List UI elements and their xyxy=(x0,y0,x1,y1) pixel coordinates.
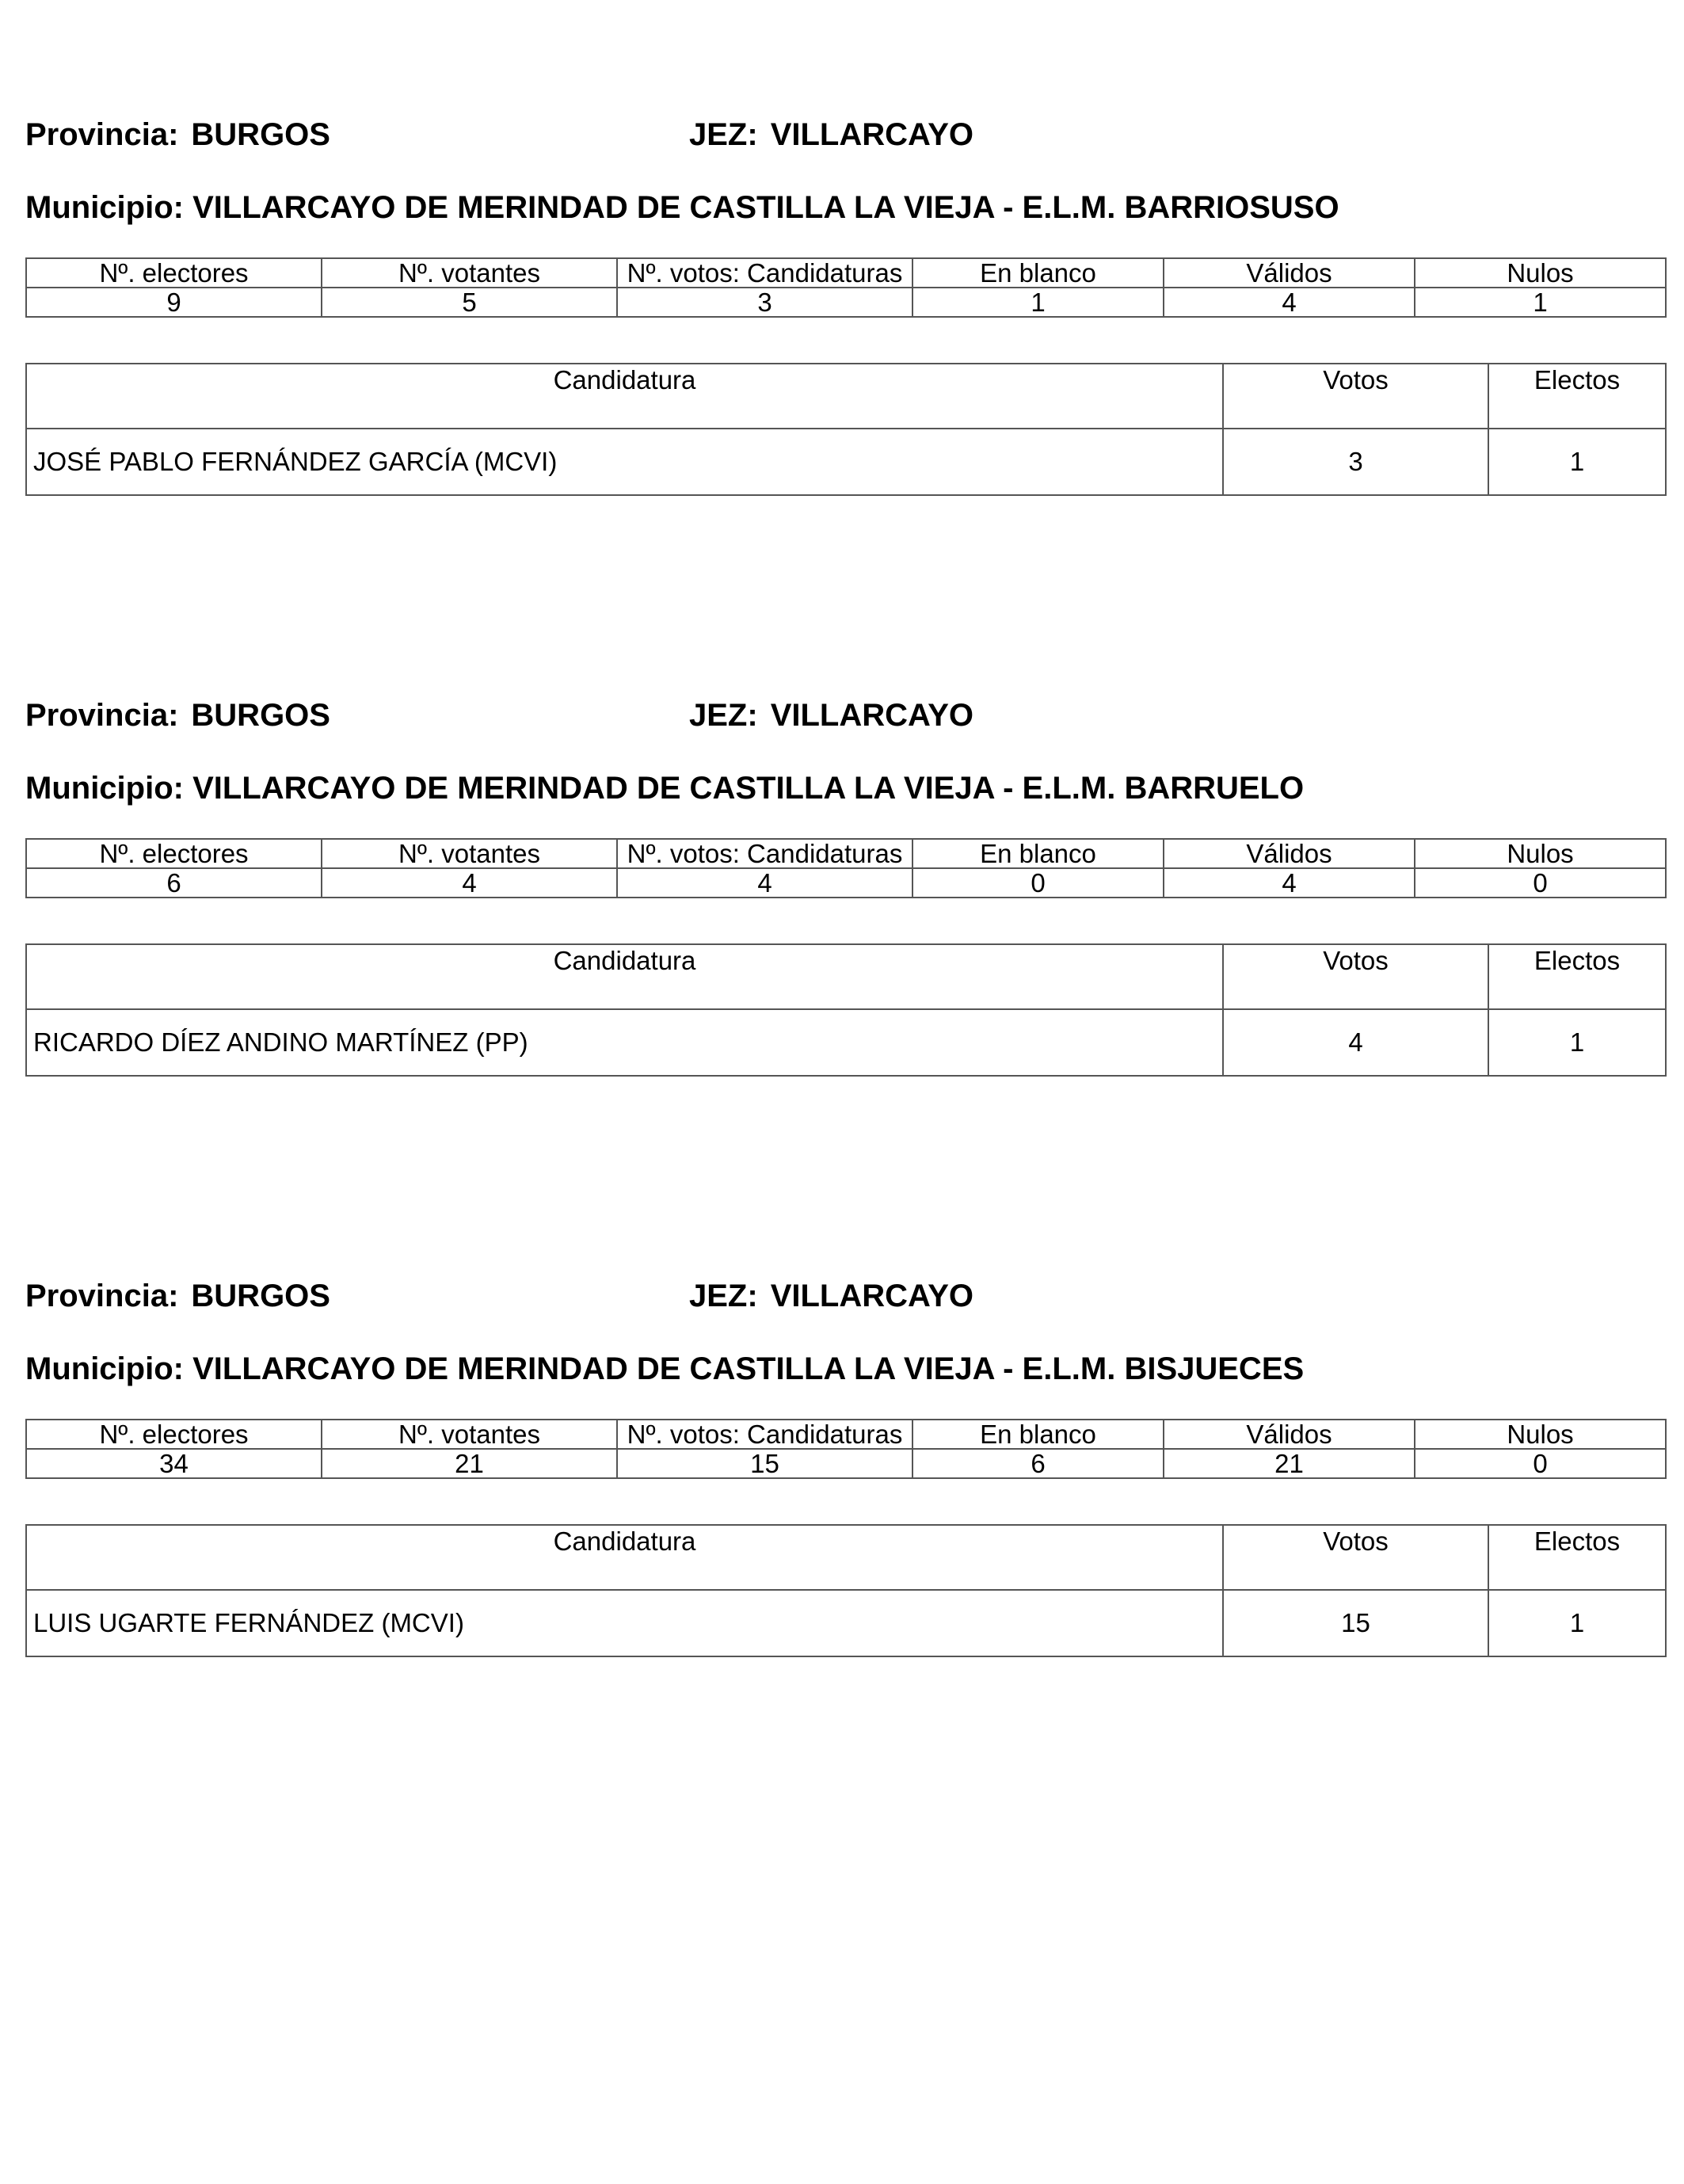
header-electores: Nº. electores xyxy=(26,1420,322,1449)
summary-value-row xyxy=(26,1449,1666,1478)
summary-table xyxy=(25,838,1667,898)
summary-value-row xyxy=(26,868,1666,898)
candidates-table xyxy=(25,943,1667,1077)
header-candidatura: Candidatura xyxy=(26,1525,1223,1590)
value-votantes: 21 xyxy=(322,1449,617,1478)
summary-table xyxy=(25,257,1667,318)
value-en-blanco: 6 xyxy=(912,1449,1164,1478)
candidates-table xyxy=(25,1524,1667,1657)
municipio-line xyxy=(25,769,1304,807)
value-en-blanco: 0 xyxy=(912,868,1164,898)
header-votantes: Nº. votantes xyxy=(322,839,617,868)
provincia-label: Provincia: xyxy=(25,1279,179,1313)
candidates-header-row xyxy=(26,1525,1666,1590)
value-electores: 34 xyxy=(26,1449,322,1478)
candidate-electos: 1 xyxy=(1488,1009,1666,1076)
municipio-label: Municipio: xyxy=(25,190,184,225)
jez-line xyxy=(689,116,973,154)
value-validos: 4 xyxy=(1164,868,1415,898)
table-row xyxy=(26,1009,1666,1076)
candidates-header-row xyxy=(26,944,1666,1009)
jez-label: JEZ: xyxy=(689,1279,758,1313)
header-en-blanco: En blanco xyxy=(912,839,1164,868)
header-electores: Nº. electores xyxy=(26,839,322,868)
summary-header-row xyxy=(26,839,1666,868)
provincia-label: Provincia: xyxy=(25,698,179,733)
jez-value: VILLARCAYO xyxy=(770,698,974,733)
header-votantes: Nº. votantes xyxy=(322,258,617,288)
header-candidatura: Candidatura xyxy=(26,364,1223,429)
value-electores: 9 xyxy=(26,288,322,317)
candidates-header-row xyxy=(26,364,1666,429)
header-votos-candidaturas: Nº. votos: Candidaturas xyxy=(617,839,912,868)
candidates-table xyxy=(25,363,1667,496)
header-validos: Válidos xyxy=(1164,839,1415,868)
candidate-name: JOSÉ PABLO FERNÁNDEZ GARCÍA (MCVI) xyxy=(26,429,1223,495)
municipio-value: VILLARCAYO DE MERINDAD DE CASTILLA LA VIEJA - E.L.M. BISJUECES xyxy=(192,1351,1305,1386)
value-validos: 21 xyxy=(1164,1449,1415,1478)
table-row xyxy=(26,1590,1666,1656)
summary-table xyxy=(25,1419,1667,1479)
candidate-name: RICARDO DÍEZ ANDINO MARTÍNEZ (PP) xyxy=(26,1009,1223,1076)
municipio-line xyxy=(25,1350,1304,1388)
value-nulos: 0 xyxy=(1415,1449,1666,1478)
header-validos: Válidos xyxy=(1164,258,1415,288)
candidate-votos: 3 xyxy=(1223,429,1488,495)
header-nulos: Nulos xyxy=(1415,258,1666,288)
value-votos-candidaturas: 4 xyxy=(617,868,912,898)
jez-value: VILLARCAYO xyxy=(770,117,974,152)
value-en-blanco: 1 xyxy=(912,288,1164,317)
header-nulos: Nulos xyxy=(1415,1420,1666,1449)
candidate-electos: 1 xyxy=(1488,1590,1666,1656)
header-electos: Electos xyxy=(1488,1525,1666,1590)
header-votos: Votos xyxy=(1223,364,1488,429)
provincia-line xyxy=(25,1277,330,1315)
header-electores: Nº. electores xyxy=(26,258,322,288)
provincia-value: BURGOS xyxy=(191,117,330,152)
municipio-label: Municipio: xyxy=(25,1351,184,1386)
header-votos-candidaturas: Nº. votos: Candidaturas xyxy=(617,258,912,288)
candidate-electos: 1 xyxy=(1488,429,1666,495)
header-candidatura: Candidatura xyxy=(26,944,1223,1009)
candidate-votos: 4 xyxy=(1223,1009,1488,1076)
provincia-line xyxy=(25,116,330,154)
header-validos: Válidos xyxy=(1164,1420,1415,1449)
value-electores: 6 xyxy=(26,868,322,898)
jez-label: JEZ: xyxy=(689,117,758,152)
provincia-label: Provincia: xyxy=(25,117,179,152)
header-votos-candidaturas: Nº. votos: Candidaturas xyxy=(617,1420,912,1449)
jez-label: JEZ: xyxy=(689,698,758,733)
jez-value: VILLARCAYO xyxy=(770,1279,974,1313)
provincia-line xyxy=(25,696,330,734)
header-electos: Electos xyxy=(1488,944,1666,1009)
jez-line xyxy=(689,696,973,734)
jez-line xyxy=(689,1277,973,1315)
provincia-value: BURGOS xyxy=(191,1279,330,1313)
value-validos: 4 xyxy=(1164,288,1415,317)
municipio-label: Municipio: xyxy=(25,771,184,806)
header-en-blanco: En blanco xyxy=(912,258,1164,288)
value-votos-candidaturas: 3 xyxy=(617,288,912,317)
header-votos: Votos xyxy=(1223,1525,1488,1590)
header-votos: Votos xyxy=(1223,944,1488,1009)
header-electos: Electos xyxy=(1488,364,1666,429)
value-votantes: 4 xyxy=(322,868,617,898)
header-nulos: Nulos xyxy=(1415,839,1666,868)
header-votantes: Nº. votantes xyxy=(322,1420,617,1449)
summary-value-row xyxy=(26,288,1666,317)
table-row xyxy=(26,429,1666,495)
candidate-name: LUIS UGARTE FERNÁNDEZ (MCVI) xyxy=(26,1590,1223,1656)
value-nulos: 0 xyxy=(1415,868,1666,898)
value-nulos: 1 xyxy=(1415,288,1666,317)
municipio-value: VILLARCAYO DE MERINDAD DE CASTILLA LA VIEJA - E.L.M. BARRIOSUSO xyxy=(192,190,1339,225)
value-votantes: 5 xyxy=(322,288,617,317)
municipio-line xyxy=(25,189,1339,227)
municipio-value: VILLARCAYO DE MERINDAD DE CASTILLA LA VIEJA - E.L.M. BARRUELO xyxy=(192,771,1305,806)
provincia-value: BURGOS xyxy=(191,698,330,733)
summary-header-row xyxy=(26,258,1666,288)
summary-header-row xyxy=(26,1420,1666,1449)
value-votos-candidaturas: 15 xyxy=(617,1449,912,1478)
header-en-blanco: En blanco xyxy=(912,1420,1164,1449)
candidate-votos: 15 xyxy=(1223,1590,1488,1656)
